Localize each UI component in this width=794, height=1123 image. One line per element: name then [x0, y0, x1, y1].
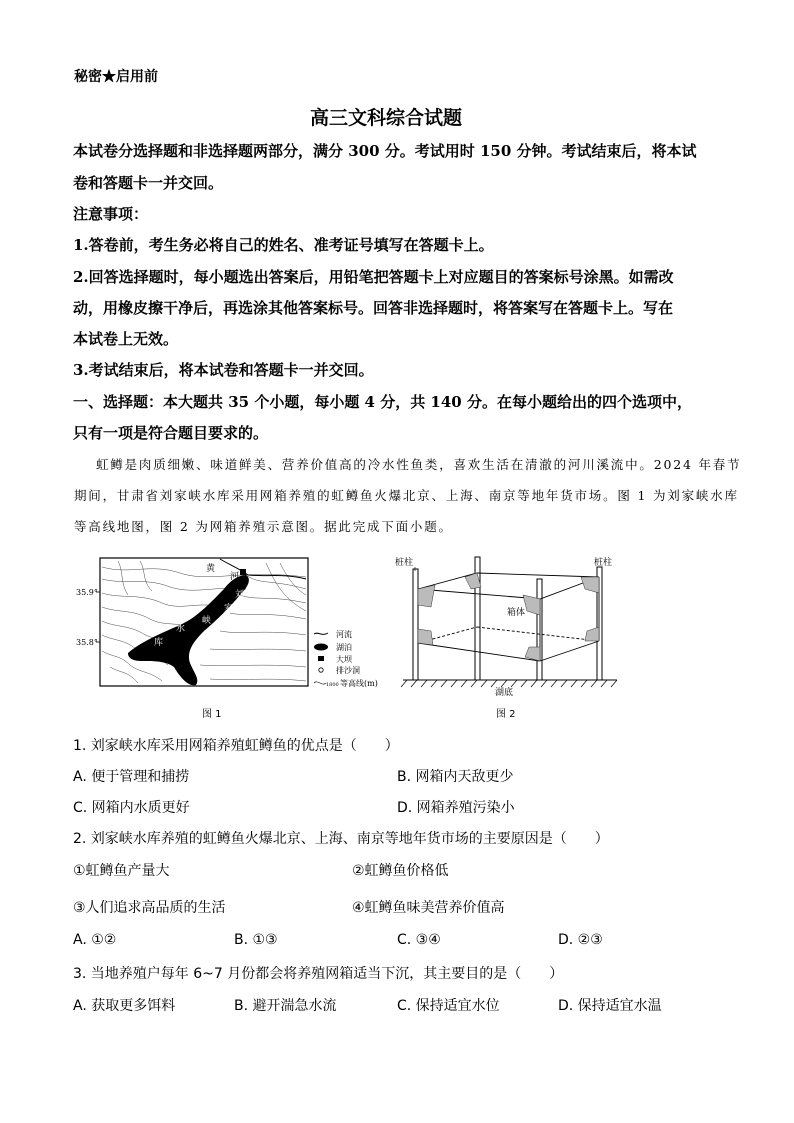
passage-line-1: 虹鳟是肉质细嫩、味道鲜美、营养价值高的冷水性鱼类，喜欢生活在清澈的河川溪流中。2024 年春节: [96, 457, 742, 472]
map-label-jia: 家: [224, 604, 234, 614]
map-label-shui: 水: [176, 624, 186, 634]
note-2-line-3: 本试卷上无效。: [73, 330, 179, 348]
label-cage-box: 箱体: [507, 608, 526, 618]
legend-lake: 湖泊: [336, 643, 352, 652]
question-2-stem: 2. 刘家峡水库养殖的虹鳟鱼火爆北京、上海、南京等地年货市场的主要原因是（ ）: [73, 831, 609, 847]
question-2-option-d[interactable]: D. ②③: [558, 932, 603, 948]
notes-heading: 注意事项：: [73, 205, 149, 223]
question-3-option-c[interactable]: C. 保持适宜水位: [397, 998, 500, 1014]
label-pile-right: 桩柱: [594, 558, 613, 568]
map-label-ku: 库: [154, 638, 164, 648]
legend-contour-value: 1800: [326, 682, 339, 688]
section-1-line-1: 一、选择题：本大题共 35 个小题，每小题 4 分，共 140 分。在每小题给出的四个选项中，: [73, 393, 692, 411]
intro-line-2: 卷和答题卡一并交回。: [73, 174, 224, 192]
figure-2-caption: 图 2: [496, 709, 516, 720]
confidential-mark: 秘密★启用前: [74, 69, 158, 85]
question-1-option-c[interactable]: C. 网箱内水质更好: [73, 800, 190, 816]
question-2-option-c[interactable]: C. ③④: [397, 932, 441, 948]
passage-line-3: 等高线地图，图 2 为网箱养殖示意图。据此完成下面小题。: [74, 519, 453, 534]
map-label-huang: 黄: [206, 564, 216, 574]
passage-line-2: 期间，甘肃省刘家峡水库采用网箱养殖的虹鳟鱼火爆北京、上海、南京等地年货市场。图 1 为刘家峡水库: [74, 488, 739, 503]
question-3-option-b[interactable]: B. 避开湍急水流: [234, 998, 337, 1014]
question-1-option-a[interactable]: A. 便于管理和捕捞: [73, 769, 190, 785]
question-1-option-d[interactable]: D. 网箱养殖污染小: [397, 800, 515, 816]
figure-1-contour-map: [70, 555, 378, 705]
figure-1-caption: 图 1: [202, 709, 222, 720]
section-1-line-2: 只有一项是符合题目要求的。: [73, 424, 269, 442]
question-2-statement-2: ②虹鳟鱼价格低: [352, 863, 449, 879]
legend-sand-drain: 排沙洞: [336, 666, 360, 675]
note-3: 3.考试结束后，将本试卷和答题卡一并交回。: [73, 361, 374, 379]
page-title: 高三文科综合试题: [310, 107, 463, 129]
question-3-option-a[interactable]: A. 获取更多饵料: [73, 998, 176, 1014]
question-3-option-d[interactable]: D. 保持适宜水温: [558, 998, 662, 1014]
map-label-xia: 峡: [202, 616, 212, 626]
note-2-line-2: 动，用橡皮擦干净后，再选涂其他答案标号。回答非选择题时，将答案写在答题卡上。写在: [73, 299, 674, 317]
map-label-he: 河: [230, 572, 240, 582]
label-pile-left: 桩柱: [395, 558, 414, 568]
note-1: 1.答卷前，考生务必将自己的姓名、准考证号填写在答题卡上。: [73, 236, 494, 254]
figure-2-net-cage-diagram: [395, 553, 625, 703]
intro-line-1: 本试卷分选择题和非选择题两部分，满分 300 分。考试用时 150 分钟。考试结束后，将本试: [73, 142, 697, 160]
label-lake-bottom: 湖底: [495, 688, 514, 698]
question-3-stem: 3. 当地养殖户每年 6~7 月份都会将养殖网箱适当下沉，其主要目的是（ ）: [73, 966, 564, 982]
question-2-statement-3: ③人们追求高品质的生活: [73, 900, 226, 916]
latitude-label-35-9: 35.9°: [76, 588, 98, 597]
map-label-liu: 刘: [235, 590, 245, 600]
legend-river: 河流: [336, 630, 352, 639]
legend-dam: 大坝: [336, 655, 352, 664]
question-2-statement-1: ①虹鳟鱼产量大: [73, 863, 170, 879]
note-2-line-1: 2.回答选择题时，每小题选出答案后，用铅笔把答题卡上对应题目的答案标号涂黑。如需改: [73, 268, 674, 286]
legend-contour: 等高线(m): [340, 679, 378, 688]
question-2-option-b[interactable]: B. ①③: [234, 932, 278, 948]
question-2-option-a[interactable]: A. ①②: [73, 932, 117, 948]
question-1-stem: 1. 刘家峡水库采用网箱养殖虹鳟鱼的优点是（ ）: [73, 738, 399, 754]
question-2-statement-4: ④虹鳟鱼味美营养价值高: [352, 900, 505, 916]
question-1-option-b[interactable]: B. 网箱内天敌更少: [397, 769, 514, 785]
latitude-label-35-8: 35.8°: [76, 638, 98, 647]
figure-1-legend: [314, 629, 378, 688]
